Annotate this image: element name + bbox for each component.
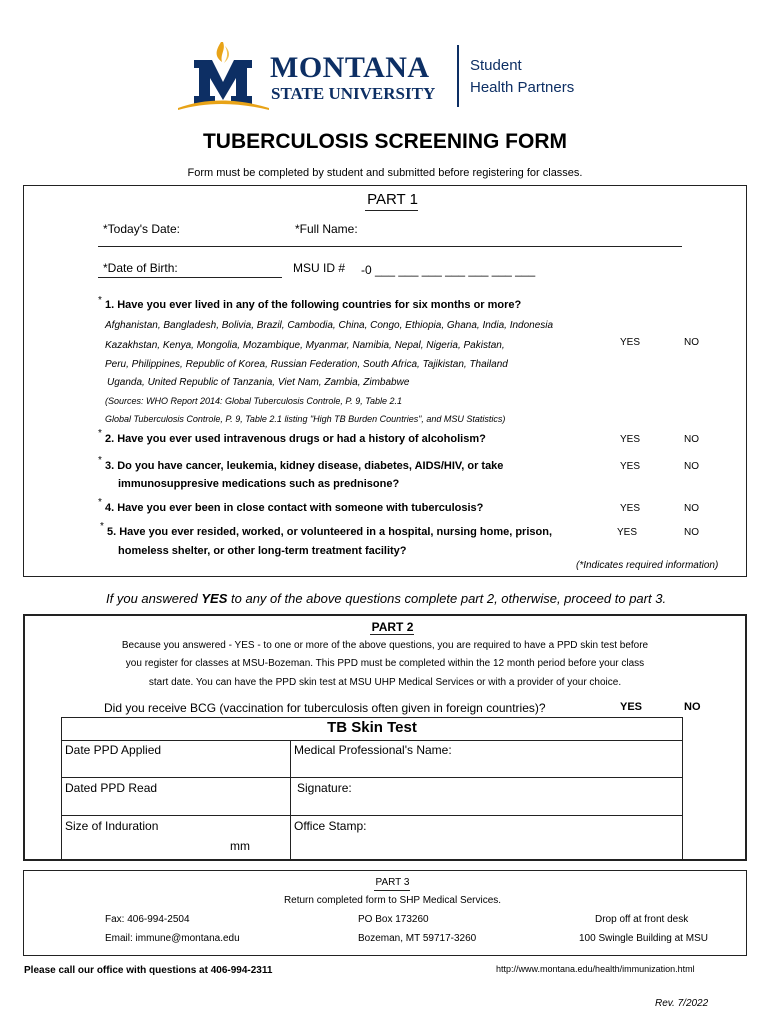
q1-star: *: [98, 295, 102, 306]
q2-no[interactable]: NO: [684, 434, 699, 445]
instruction-prefix: If you answered: [106, 591, 202, 606]
part3-email[interactable]: Email: immune@montana.edu: [105, 933, 240, 944]
q5-text-line-1: 5. Have you ever resided, worked, or volunteered in a hospital, nursing home, prison,: [107, 526, 553, 538]
date-applied-label: Date PPD Applied: [65, 743, 162, 757]
countries-line-3: Peru, Philippines, Republic of Korea, Russian Federation, South Africa, Tajikistan, Thailand: [105, 359, 508, 370]
q2-text: 2. Have you ever used intravenous drugs or had a history of alcoholism?: [105, 433, 486, 445]
med-prof-name-label: Medical Professional's Name:: [294, 743, 452, 757]
logo-divider: [457, 45, 459, 107]
full-name-label[interactable]: *Full Name:: [295, 222, 358, 236]
footer-url[interactable]: http://www.montana.edu/health/immunization.html: [496, 964, 695, 974]
part3-heading-underline: [374, 890, 410, 891]
sources-line-1: (Sources: WHO Report 2014: Global Tuberculosis Controle, P. 9, Table 2.1: [105, 396, 402, 406]
dob-underline: [98, 277, 282, 278]
q1-yes[interactable]: YES: [620, 337, 641, 348]
q5-text-line-2: homeless shelter, or other long-term treatment facility?: [118, 545, 407, 557]
part3-building: 100 Swingle Building at MSU: [579, 933, 708, 944]
msu-logo: [176, 38, 271, 110]
q1-no[interactable]: NO: [684, 337, 699, 348]
instruction-text: [106, 591, 666, 606]
logo-state-university: STATE UNIVERSITY: [271, 84, 436, 103]
q4-no[interactable]: NO: [684, 503, 699, 514]
part1-heading-underline: [365, 210, 418, 211]
countries-line-4: Uganda, United Republic of Tanzania, Viet Nam, Zambia, Zimbabwe: [107, 377, 410, 388]
part3-heading: PART 3: [375, 877, 410, 888]
q3-text-line-1: 3. Do you have cancer, leukemia, kidney disease, diabetes, AIDS/HIV, or take: [105, 460, 504, 472]
part3-return-text: Return completed form to SHP Medical Services.: [283, 895, 502, 906]
logo-montana: MONTANA: [270, 51, 430, 84]
msu-m-icon: [176, 38, 271, 110]
q5-no[interactable]: NO: [684, 527, 699, 538]
logo-health-partners: Health Partners: [470, 79, 575, 96]
q2-star: *: [98, 428, 102, 439]
bcg-no[interactable]: NO: [684, 701, 701, 713]
bcg-question: Did you receive BCG (vaccination for tuberculosis often given in foreign countries)?: [104, 701, 546, 715]
part1-heading: PART 1: [367, 191, 418, 208]
logo-student: Student: [470, 57, 522, 74]
date-read-label: Dated PPD Read: [65, 781, 158, 795]
part3-dropoff: Drop off at front desk: [595, 914, 689, 925]
name-date-underline: [98, 246, 682, 247]
q5-yes[interactable]: YES: [617, 527, 638, 538]
q2-yes[interactable]: YES: [620, 434, 641, 445]
msu-id-label[interactable]: MSU ID #: [293, 261, 346, 275]
part3-fax: Fax: 406-994-2504: [105, 914, 190, 925]
q1-text: 1. Have you ever lived in any of the following countries for six months or more?: [105, 299, 522, 311]
q4-yes[interactable]: YES: [620, 503, 641, 514]
q3-no[interactable]: NO: [684, 461, 699, 472]
countries-line-1: Afghanistan, Bangladesh, Bolivia, Brazil, Cambodia, China, Congo, Ethiopia, Ghana, India, Indonesia: [105, 320, 554, 331]
tb-skin-test-title: TB Skin Test: [327, 719, 417, 736]
part2-text-line-2: you register for classes at MSU-Bozeman. This PPD must be completed within the 12 month period before your class: [125, 658, 645, 669]
part3-city: Bozeman, MT 59717-3260: [358, 933, 477, 944]
form-subtitle: Form must be completed by student and submitted before registering for classes.: [187, 167, 583, 179]
q4-star: *: [98, 497, 102, 508]
q3-yes[interactable]: YES: [620, 461, 641, 472]
induration-label: Size of Induration: [65, 819, 159, 833]
part3-po-box: PO Box 173260: [358, 914, 429, 925]
part2-heading-underline: [370, 634, 414, 635]
q3-star: *: [98, 455, 102, 466]
part2-text-line-3: start date. You can have the PPD skin test at MSU UHP Medical Services or with a provider of your choice.: [148, 677, 622, 688]
todays-date-label[interactable]: *Today's Date:: [103, 222, 180, 236]
sources-line-2: Global Tuberculosis Controle, P. 9, Table 2.1 listing "High TB Burden Countries", and MSU Statistics): [105, 414, 506, 424]
part2-heading: PART 2: [371, 620, 414, 634]
countries-line-2: Kazakhstan, Kenya, Mongolia, Mozambique, Myanmar, Namibia, Nepal, Nigeria, Pakistan,: [105, 340, 505, 351]
msu-id-blanks[interactable]: -0 ___ ___ ___ ___ ___ ___ ___: [361, 263, 536, 277]
signature-label: Signature:: [297, 781, 352, 795]
part2-text-line-1: Because you answered - YES - to one or more of the above questions, you are required to have a PPD skin test before: [121, 640, 649, 651]
form-title: TUBERCULOSIS SCREENING FORM: [202, 130, 567, 153]
footer-call: Please call our office with questions at 406-994-2311: [24, 965, 273, 976]
q4-text: 4. Have you ever been in close contact with someone with tuberculosis?: [105, 502, 484, 514]
induration-mm: mm: [230, 839, 250, 853]
instruction-yes: YES: [201, 591, 228, 606]
bcg-yes[interactable]: YES: [620, 701, 643, 713]
required-note: (*Indicates required information): [576, 560, 719, 571]
dob-label[interactable]: *Date of Birth:: [103, 261, 178, 275]
q3-text-line-2: immunosuppresive medications such as prednisone?: [118, 478, 400, 490]
footer-rev: Rev. 7/2022: [655, 998, 709, 1009]
q5-star: *: [100, 521, 104, 532]
instruction-suffix: to any of the above questions complete part 2, otherwise, proceed to part 3.: [227, 591, 667, 606]
office-stamp-label: Office Stamp:: [294, 819, 367, 833]
